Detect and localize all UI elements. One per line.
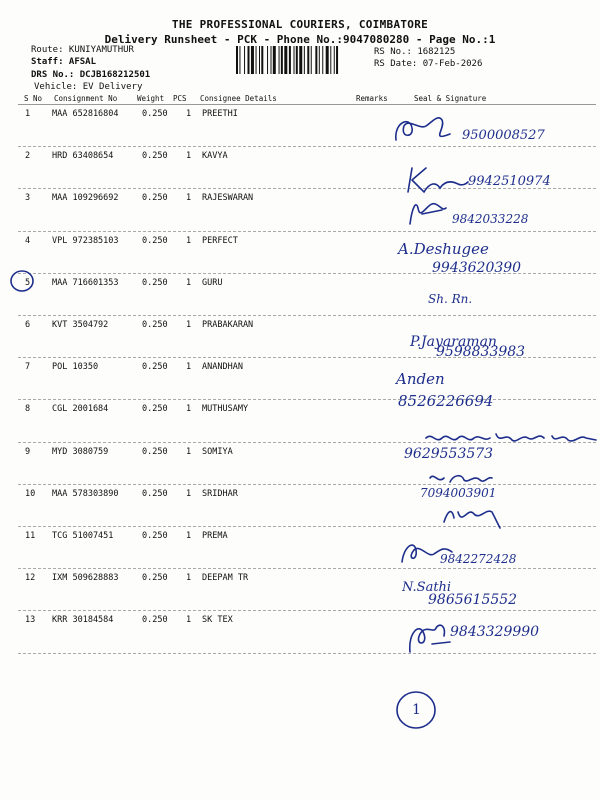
- row-sno: 12: [25, 573, 36, 584]
- row-pcs: 1: [186, 531, 192, 541]
- row-sno: 7: [25, 362, 31, 373]
- phone-row-12-alt: 9865615552: [428, 592, 518, 608]
- row-divider: [18, 610, 596, 611]
- barcode-bar: [251, 46, 254, 74]
- phone-row-10: 7094003901: [420, 486, 497, 500]
- col-sno: S No: [24, 94, 43, 103]
- row-divider: [18, 568, 596, 569]
- row-pcs: 1: [186, 235, 192, 246]
- barcode-bar: [334, 46, 335, 74]
- barcode-bar: [322, 46, 323, 74]
- row-consignee: SOMIYA: [202, 446, 233, 457]
- phone-row-3: 9842033228: [452, 212, 529, 226]
- barcode-bar: [248, 46, 250, 74]
- barcode-bar: [256, 46, 257, 74]
- col-seal-signature: Seal & Signature: [414, 94, 487, 103]
- row-weight: 0.250: [142, 488, 168, 499]
- staff-label: Staff: AFSAL: [31, 57, 97, 67]
- note-row-5: Sh. Rn.: [428, 292, 473, 306]
- vehicle-label: Vehicle: EV Delivery: [34, 82, 143, 92]
- name-row-4: A.Deshugee: [398, 240, 489, 258]
- phone-row-4: 9943620390: [432, 260, 522, 276]
- barcode-bar: [273, 46, 276, 74]
- row-consignee: ANANDHAN: [202, 362, 243, 373]
- row-sno: 1: [25, 109, 31, 119]
- row-pcs: 1: [186, 573, 192, 584]
- row-weight: 0.250: [142, 362, 168, 373]
- row-divider: [18, 399, 596, 400]
- col-consignee: Consignee Details: [200, 94, 277, 103]
- phone-row-13: 9843329990: [450, 624, 540, 640]
- row-consignee: SRIDHAR: [202, 488, 238, 499]
- name-row-12: N.Sathi: [402, 580, 452, 595]
- row-weight: 0.250: [142, 151, 168, 162]
- row-consignee: KAVYA: [202, 151, 228, 162]
- col-consignment: Consignment No: [54, 94, 118, 103]
- row-consignment-no: HRD 63408654: [52, 151, 114, 162]
- row-consignee: MUTHUSAMY: [202, 404, 249, 415]
- row-sno: 3: [25, 193, 31, 204]
- row-consignee: SK TEX: [202, 615, 233, 626]
- runsheet-subtitle: Delivery Runsheet - PCK - Phone No.:9047080280 - Page No.:1: [104, 33, 496, 46]
- page-mark-number: 1: [412, 702, 421, 718]
- row-sno: 4: [25, 235, 31, 246]
- company-title: THE PROFESSIONAL COURIERS, COIMBATORE: [171, 18, 429, 31]
- name-row-6: P.Jayaraman: [410, 334, 497, 350]
- barcode-bar: [319, 46, 320, 74]
- row-weight: 0.250: [142, 277, 168, 288]
- row-consignment-no: MAA 716601353: [52, 277, 119, 288]
- phone-row-9: 9629553573: [404, 446, 494, 462]
- barcode-bar: [267, 46, 268, 74]
- barcode-bar: [239, 46, 240, 74]
- barcode-bar: [261, 46, 263, 74]
- row-pcs: 1: [186, 193, 192, 204]
- signature-row-3: [402, 196, 452, 230]
- barcode-bar: [284, 46, 287, 74]
- barcode-bar: [236, 46, 238, 74]
- row-divider: [18, 231, 596, 232]
- row-consignment-no: CGL 2001684: [52, 404, 109, 415]
- row-weight: 0.250: [142, 573, 168, 584]
- row-sno: 2: [25, 151, 31, 162]
- barcode-bar: [244, 46, 245, 74]
- row-weight: 0.250: [142, 109, 168, 119]
- row-weight: 0.250: [142, 531, 168, 541]
- row-consignment-no: KRR 30184584: [52, 615, 114, 626]
- barcode-bar: [271, 46, 272, 74]
- route-label: Route: KUNIYAMUTHUR: [31, 45, 134, 55]
- signature-row-10: [440, 500, 510, 530]
- row-weight: 0.250: [142, 320, 168, 330]
- row-consignee: PREETHI: [202, 109, 238, 119]
- signature-row-1: [390, 112, 460, 148]
- barcode-bar: [289, 46, 291, 74]
- row-consignee: DEEPAM TR: [202, 573, 249, 584]
- row-consignee: GURU: [202, 277, 223, 288]
- row-5-circle-mark: [8, 268, 38, 294]
- col-remarks: Remarks: [356, 94, 388, 103]
- row-consignment-no: POL 10350: [52, 362, 99, 373]
- phone-row-8: 8526226694: [398, 392, 494, 410]
- row-consignment-no: MAA 578303890: [52, 488, 119, 499]
- rs-date: RS Date: 07-Feb-2026: [374, 59, 483, 69]
- row-sno: 10: [25, 488, 36, 499]
- barcode-bar: [294, 46, 295, 74]
- row-pcs: 1: [186, 404, 192, 415]
- row-sno: 9: [25, 446, 31, 457]
- row-divider: [18, 653, 596, 654]
- row-consignment-no: MYD 3080759: [52, 446, 109, 457]
- row-sno: 6: [25, 320, 31, 330]
- barcode-bar: [315, 46, 317, 74]
- row-consignment-no: IXM 509628883: [52, 573, 119, 584]
- row-divider: [18, 315, 596, 316]
- row-consignment-no: MAA 109296692: [52, 193, 119, 204]
- row-pcs: 1: [186, 109, 192, 119]
- row-pcs: 1: [186, 446, 192, 457]
- row-sno: 8: [25, 404, 31, 415]
- header-divider: [18, 104, 596, 105]
- row-weight: 0.250: [142, 235, 168, 246]
- row-sno: 5: [25, 277, 31, 288]
- row-pcs: 1: [186, 362, 192, 373]
- barcode-bar: [281, 46, 283, 74]
- phone-row-6: 9598833983: [436, 344, 526, 360]
- barcode-bar: [296, 46, 298, 74]
- barcode-bar: [259, 46, 260, 74]
- row-consignee: PERFECT: [202, 235, 238, 246]
- row-consignment-no: MAA 652816804: [52, 109, 119, 119]
- barcode-bar: [304, 46, 305, 74]
- phone-row-2: 9942510974: [468, 174, 551, 189]
- row-weight: 0.250: [142, 615, 168, 626]
- row-pcs: 1: [186, 151, 192, 162]
- barcode-bar: [330, 46, 331, 74]
- row-consignee: PREMA: [202, 531, 228, 541]
- barcode-bar: [336, 46, 338, 74]
- row-consignee: RAJESWARAN: [202, 193, 254, 204]
- row-weight: 0.250: [142, 446, 168, 457]
- signature-row-2: [400, 162, 470, 196]
- row-pcs: 1: [186, 277, 192, 288]
- col-weight: Weight: [137, 94, 165, 103]
- row-divider: [18, 146, 596, 147]
- barcode-bar: [311, 46, 312, 74]
- phone-row-1: 9500008527: [462, 128, 545, 143]
- row-pcs: 1: [186, 320, 192, 330]
- name-row-7: Anden: [396, 370, 445, 388]
- row-sno: 11: [25, 531, 36, 541]
- barcode-bar: [299, 46, 302, 74]
- barcode-bar: [326, 46, 329, 74]
- row-pcs: 1: [186, 488, 192, 499]
- row-divider: [18, 484, 596, 485]
- col-pcs: PCS: [173, 94, 187, 103]
- barcode-bar: [279, 46, 280, 74]
- row-consignee: PRABAKARAN: [202, 320, 254, 330]
- rs-number: RS No.: 1682125: [374, 47, 456, 57]
- row-consignment-no: KVT 3504792: [52, 320, 109, 330]
- signature-row-9-tamil: [424, 428, 600, 448]
- row-pcs: 1: [186, 615, 192, 626]
- row-consignment-no: VPL 972385103: [52, 235, 119, 246]
- phone-row-12: 9842272428: [440, 552, 517, 566]
- barcode: [236, 46, 366, 74]
- row-weight: 0.250: [142, 404, 168, 415]
- row-weight: 0.250: [142, 193, 168, 204]
- drs-number: DRS No.: DCJB168212501: [31, 70, 151, 80]
- barcode-bar: [307, 46, 309, 74]
- row-sno: 13: [25, 615, 36, 626]
- row-consignment-no: TCG 51007451: [52, 531, 114, 541]
